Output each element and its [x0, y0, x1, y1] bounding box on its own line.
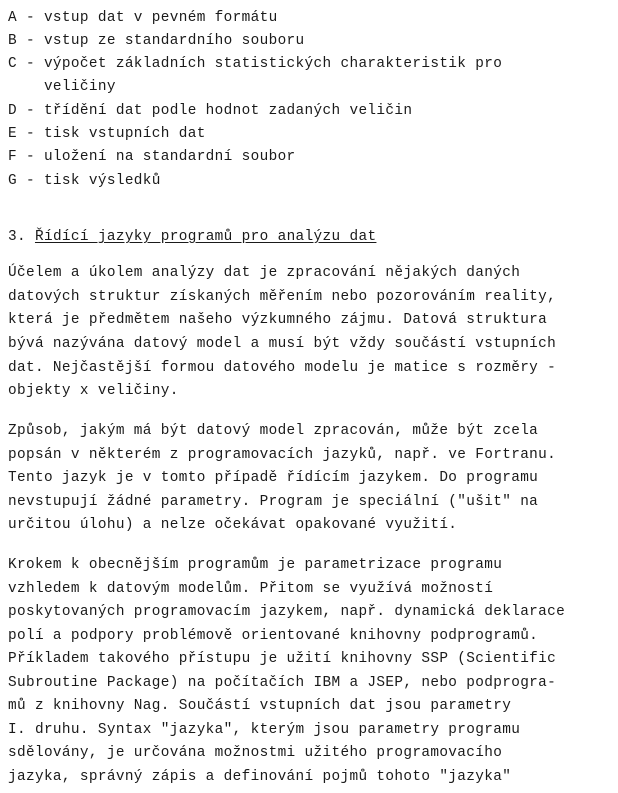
list-item: veličiny [8, 79, 116, 95]
paragraph-2-line: Tento jazyk je v tomto případě řídícím jazykem. Do programu [8, 470, 539, 486]
list-item: E - tisk vstupních dat [8, 126, 206, 142]
list-item: F - uložení na standardní soubor [8, 149, 296, 165]
paragraph-2-line: popsán v některém z programovacích jazyků, např. ve Fortranu. [8, 447, 557, 463]
paragraph-3-line: vzhledem k datovým modelům. Přitom se využívá možností [8, 581, 494, 597]
list-item: B - vstup ze standardního souboru [8, 33, 305, 49]
section-title: Řídící jazyky programů pro analýzu dat [34, 229, 377, 245]
paragraph-1-line: datových struktur získaných měřením nebo pozorováním reality, [8, 289, 557, 305]
paragraph-1-line: bývá nazývána datový model a musí být vždy součástí vstupních [8, 336, 557, 352]
paragraph-1-line: která je předmětem našeho výzkumného zájmu. Datová struktura [8, 312, 548, 328]
list-item: D - třídění dat podle hodnot zadaných veličin [8, 103, 413, 119]
paragraph-3-line: polí a podpory problémově orientované knihovny podprogramů. [8, 628, 539, 644]
paragraph-2-line: určitou úlohu) a nelze očekávat opakované využití. [8, 517, 458, 533]
paragraph-3-line: sdělovány, je určována možnostmi užitého programovacího [8, 745, 503, 761]
paragraph-2-line: Způsob, jakým má být datový model zpracován, může být zcela [8, 423, 539, 439]
paragraph-3-line: Subroutine Package) na počítačích IBM a JSEP, nebo podprogra- [8, 675, 557, 691]
list-item: A - vstup dat v pevném formátu [8, 10, 278, 26]
paragraph-3-line: mů z knihovny Nag. Součástí vstupních dat jsou parametry [8, 698, 512, 714]
paragraph-1-line: dat. Nejčastější formou datového modelu je matice s rozměry - [8, 360, 557, 376]
section-heading [8, 227, 376, 247]
list-item: C - výpočet základních statistických charakteristik pro [8, 56, 503, 72]
paragraph-2-line: nevstupují žádné parametry. Program je speciální ("ušit" na [8, 494, 539, 510]
paragraph-3-line: Krokem k obecnějším programům je parametrizace programu [8, 557, 503, 573]
paragraph-3-line: jazyka, správný zápis a definování pojmů tohoto "jazyka" [8, 769, 512, 785]
list-item: G - tisk výsledků [8, 173, 161, 189]
paragraph-1-line: Účelem a úkolem analýzy dat je zpracování nějakých daných [8, 265, 521, 281]
paragraph-3-line: Příkladem takového přístupu je užití knihovny SSP (Scientific [8, 651, 557, 667]
section-number: 3. [8, 229, 35, 245]
paragraph-3-line: poskytovaných programovacím jazykem, např. dynamická deklarace [8, 604, 566, 620]
paragraph-1-line: objekty x veličiny. [8, 383, 179, 399]
paragraph-3-line: I. druhu. Syntax "jazyka", kterým jsou parametry programu [8, 722, 521, 738]
